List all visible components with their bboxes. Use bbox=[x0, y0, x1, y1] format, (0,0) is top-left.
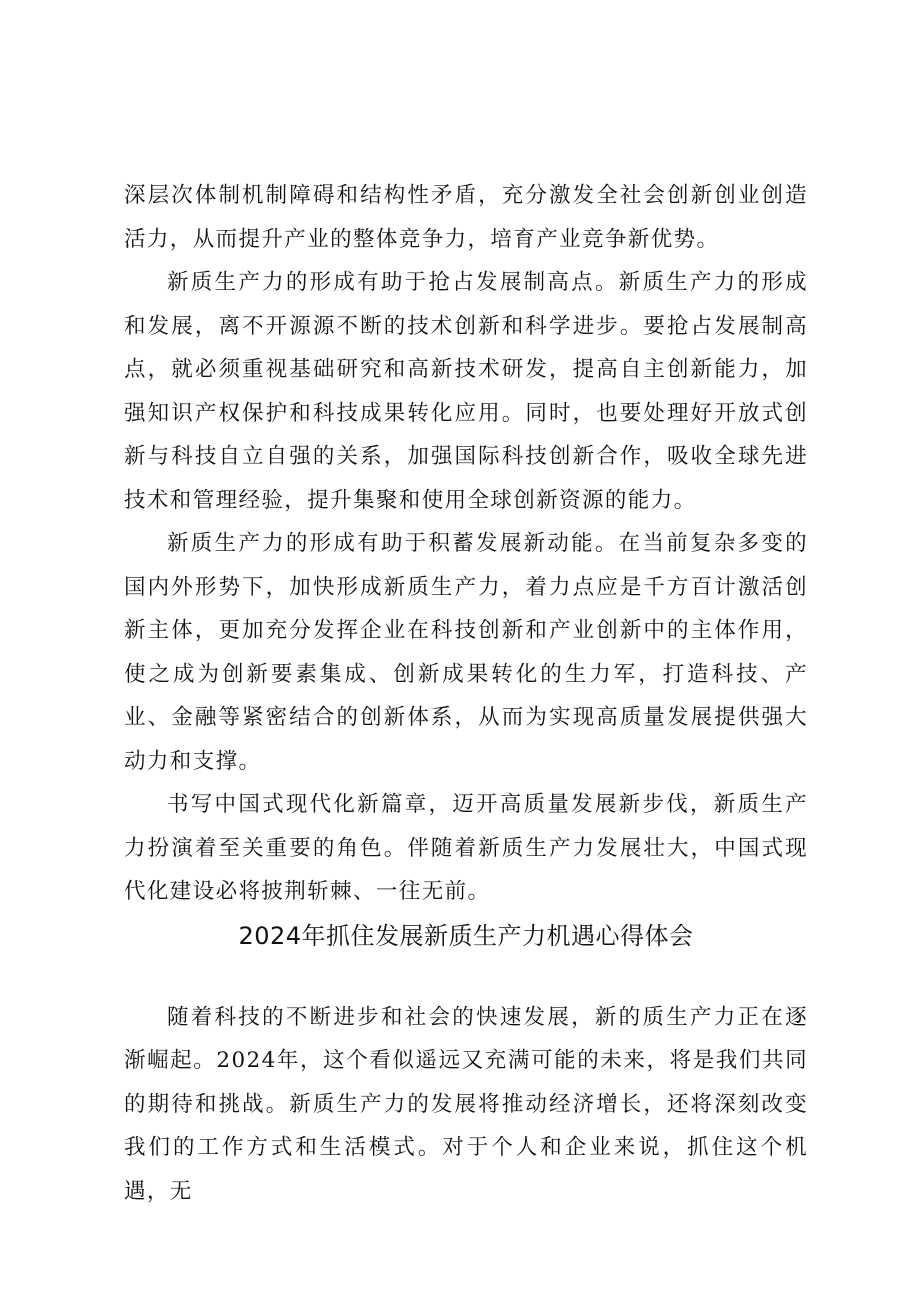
heading-spacer bbox=[124, 956, 808, 996]
paragraph-5: 随着科技的不断进步和社会的快速发展，新的质生产力正在逐渐崛起。2024年，这个看似遥远又充满可能的未来，将是我们共同的期待和挑战。新质生产力的发展将推动经济增长，还将深刻改变我们的工作方式和生活模式。对于个人和企业来说，抓住这个机遇，无 bbox=[124, 1004, 808, 1204]
section-heading: 2024年抓住发展新质生产力机遇心得体会 bbox=[238, 921, 694, 950]
paragraph-4: 书写中国式现代化新篇章，迈开高质量发展新步伐，新质生产力扮演着至关重要的角色。伴随着新质生产力发展壮大，中国式现代化建设必将披荆斩棘、一往无前。 bbox=[124, 792, 808, 904]
paragraph-3: 新质生产力的形成有助于积蓄发展新动能。在当前复杂多变的国内外形势下，加快形成新质生产力，着力点应是千方百计激活创新主体，更加充分发挥企业在科技创新和产业创新中的主体作用，使之成为创新要素集成、创新成果转化的生力军，打造科技、产业、金融等紧密结合的创新体系，从而为实现高质量发展提供强大动力和支撑。 bbox=[124, 531, 808, 774]
document-body bbox=[124, 174, 808, 1213]
paragraph-2: 新质生产力的形成有助于抢占发展制高点。新质生产力的形成和发展，离不开源源不断的技术创新和科学进步。要抢占发展制高点，就必须重视基础研究和高新技术研发，提高自主创新能力，加强知识产权保护和科技成果转化应用。同时，也要处理好开放式创新与科技自立自强的关系，加强国际科技创新合作，吸收全球先进技术和管理经验，提升集聚和使用全球创新资源的能力。 bbox=[124, 270, 808, 513]
paragraph-1: 深层次体制机制障碍和结构性矛盾，充分激发全社会创新创业创造活力，从而提升产业的整体竞争力，培育产业竞争新优势。 bbox=[124, 183, 808, 252]
